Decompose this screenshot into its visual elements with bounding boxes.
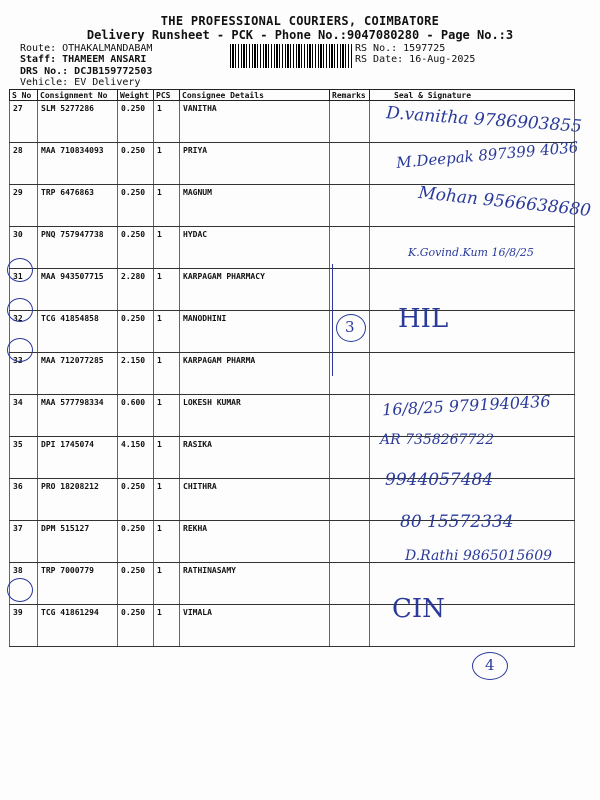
sno-cell: 38: [10, 563, 38, 605]
consignee-cell: PRIYA: [180, 143, 330, 185]
table-row: [10, 311, 575, 353]
remarks-cell: [330, 101, 370, 143]
remarks-cell: [330, 143, 370, 185]
page-count: 4: [485, 656, 495, 674]
weight-cell: 0.250: [118, 143, 154, 185]
consignment-cell: MAA 712077285: [38, 353, 118, 395]
sno-cell: 29: [10, 185, 38, 227]
sno-cell: 28: [10, 143, 38, 185]
weight-cell: 0.250: [118, 101, 154, 143]
consignee-cell: MAGNUM: [180, 185, 330, 227]
consignee-cell: LOKESH KUMAR: [180, 395, 330, 437]
group-count: 3: [345, 318, 355, 336]
weight-cell: 0.250: [118, 227, 154, 269]
table-row: [10, 353, 575, 395]
weight-cell: 0.600: [118, 395, 154, 437]
consignee-cell: VIMALA: [180, 605, 330, 647]
signature-38: D.Rathi 9865015609: [405, 548, 553, 564]
remarks-cell: [330, 563, 370, 605]
weight-cell: 2.150: [118, 353, 154, 395]
pcs-cell: 1: [154, 227, 180, 269]
consignment-cell: DPI 1745074: [38, 437, 118, 479]
col-consignment: Consignment No: [38, 90, 118, 101]
sno-cell: 32: [10, 311, 38, 353]
remarks-cell: [330, 521, 370, 563]
col-weight: Weight: [118, 90, 154, 101]
remarks-cell: [330, 479, 370, 521]
staff-label: Staff: THAMEEM ANSARI: [20, 54, 147, 65]
consignee-cell: VANITHA: [180, 101, 330, 143]
consignment-cell: TCG 41854858: [38, 311, 118, 353]
weight-cell: 0.250: [118, 311, 154, 353]
consignment-cell: TCG 41861294: [38, 605, 118, 647]
signature-35: AR 7358267722: [380, 432, 495, 448]
pcs-cell: 1: [154, 101, 180, 143]
runsheet-subtitle: Delivery Runsheet - PCK - Phone No.:9047080280 - Page No.:3: [86, 28, 514, 42]
vehicle-label: Vehicle: EV Delivery: [20, 77, 141, 88]
sno-cell: 35: [10, 437, 38, 479]
consignment-cell: PRO 18208212: [38, 479, 118, 521]
weight-cell: 2.280: [118, 269, 154, 311]
table-row: [10, 269, 575, 311]
weight-cell: 0.250: [118, 185, 154, 227]
sno-cell: 27: [10, 101, 38, 143]
signature-27: D.vanitha 9786903855: [385, 103, 583, 137]
pcs-cell: 1: [154, 563, 180, 605]
remarks-cell: [330, 269, 370, 311]
pcs-cell: 1: [154, 605, 180, 647]
route-label: Route: OTHAKALMANDABAM: [20, 43, 153, 54]
signature-37: 80 15572334: [400, 512, 514, 532]
signature-28: M.Deepak 897399 4036: [395, 138, 579, 172]
pcs-cell: 1: [154, 269, 180, 311]
signature-39: CIN: [392, 594, 445, 624]
weight-cell: 0.250: [118, 521, 154, 563]
pcs-cell: 1: [154, 143, 180, 185]
row-32-circle-mark: [7, 298, 33, 322]
row-39-circle-mark: [7, 578, 33, 602]
pcs-cell: 1: [154, 479, 180, 521]
consignment-cell: MAA 710834093: [38, 143, 118, 185]
sno-cell: 36: [10, 479, 38, 521]
sno-cell: 31: [10, 269, 38, 311]
group-bracket: [318, 264, 333, 376]
pcs-cell: 1: [154, 353, 180, 395]
rs-date: RS Date: 16-Aug-2025: [355, 54, 476, 65]
consignee-cell: RASIKA: [180, 437, 330, 479]
consignment-cell: TRP 6476863: [38, 185, 118, 227]
signature-34: 16/8/25 9791940436: [381, 391, 551, 420]
table-row: [10, 605, 575, 647]
pcs-cell: 1: [154, 437, 180, 479]
row-31-circle-mark: [7, 258, 33, 282]
signature-36: 9944057484: [385, 470, 494, 490]
weight-cell: 0.250: [118, 479, 154, 521]
company-title: THE PROFESSIONAL COURIERS, COIMBATORE: [160, 14, 440, 28]
consignment-cell: TRP 7000779: [38, 563, 118, 605]
signature-32: HIL: [398, 304, 449, 334]
barcode: [230, 44, 352, 68]
pcs-cell: 1: [154, 311, 180, 353]
sno-cell: 37: [10, 521, 38, 563]
remarks-cell: [330, 185, 370, 227]
col-signature: Seal & Signature: [370, 90, 575, 101]
consignee-cell: KARPAGAM PHARMA: [180, 353, 330, 395]
sno-cell: 39: [10, 605, 38, 647]
consignee-cell: HYDAC: [180, 227, 330, 269]
signature-30: K.Govind.Kum 16/8/25: [408, 246, 534, 259]
consignment-cell: MAA 943507715: [38, 269, 118, 311]
remarks-cell: [330, 227, 370, 269]
pcs-cell: 1: [154, 521, 180, 563]
table-header-row: [10, 90, 575, 101]
pcs-cell: 1: [154, 185, 180, 227]
consignee-cell: CHITHRA: [180, 479, 330, 521]
table-row: [10, 563, 575, 605]
sno-cell: 30: [10, 227, 38, 269]
signature-29: Mohan 9566638680: [417, 183, 592, 221]
rs-number: RS No.: 1597725: [355, 43, 446, 54]
col-consignee: Consignee Details: [180, 90, 330, 101]
consignee-cell: REKHA: [180, 521, 330, 563]
col-sno: S No: [10, 90, 38, 101]
sno-cell: 34: [10, 395, 38, 437]
consignment-cell: DPM 515127: [38, 521, 118, 563]
consignee-cell: KARPAGAM PHARMACY: [180, 269, 330, 311]
sno-cell: 33: [10, 353, 38, 395]
remarks-cell: [330, 353, 370, 395]
consignee-cell: MANODHINI: [180, 311, 330, 353]
remarks-cell: [330, 437, 370, 479]
weight-cell: 0.250: [118, 605, 154, 647]
pcs-cell: 1: [154, 395, 180, 437]
col-remarks: Remarks: [330, 90, 370, 101]
consignee-cell: RATHINASAMY: [180, 563, 330, 605]
col-pcs: PCS: [154, 90, 180, 101]
weight-cell: 0.250: [118, 563, 154, 605]
row-33-circle-mark: [7, 338, 33, 362]
consignment-cell: PNQ 757947738: [38, 227, 118, 269]
weight-cell: 4.150: [118, 437, 154, 479]
consignment-cell: SLM 5277286: [38, 101, 118, 143]
signature-cell: [370, 353, 575, 395]
remarks-cell: [330, 605, 370, 647]
drs-label: DRS No.: DCJB159772503: [20, 66, 153, 77]
consignment-cell: MAA 577798334: [38, 395, 118, 437]
remarks-cell: [330, 395, 370, 437]
